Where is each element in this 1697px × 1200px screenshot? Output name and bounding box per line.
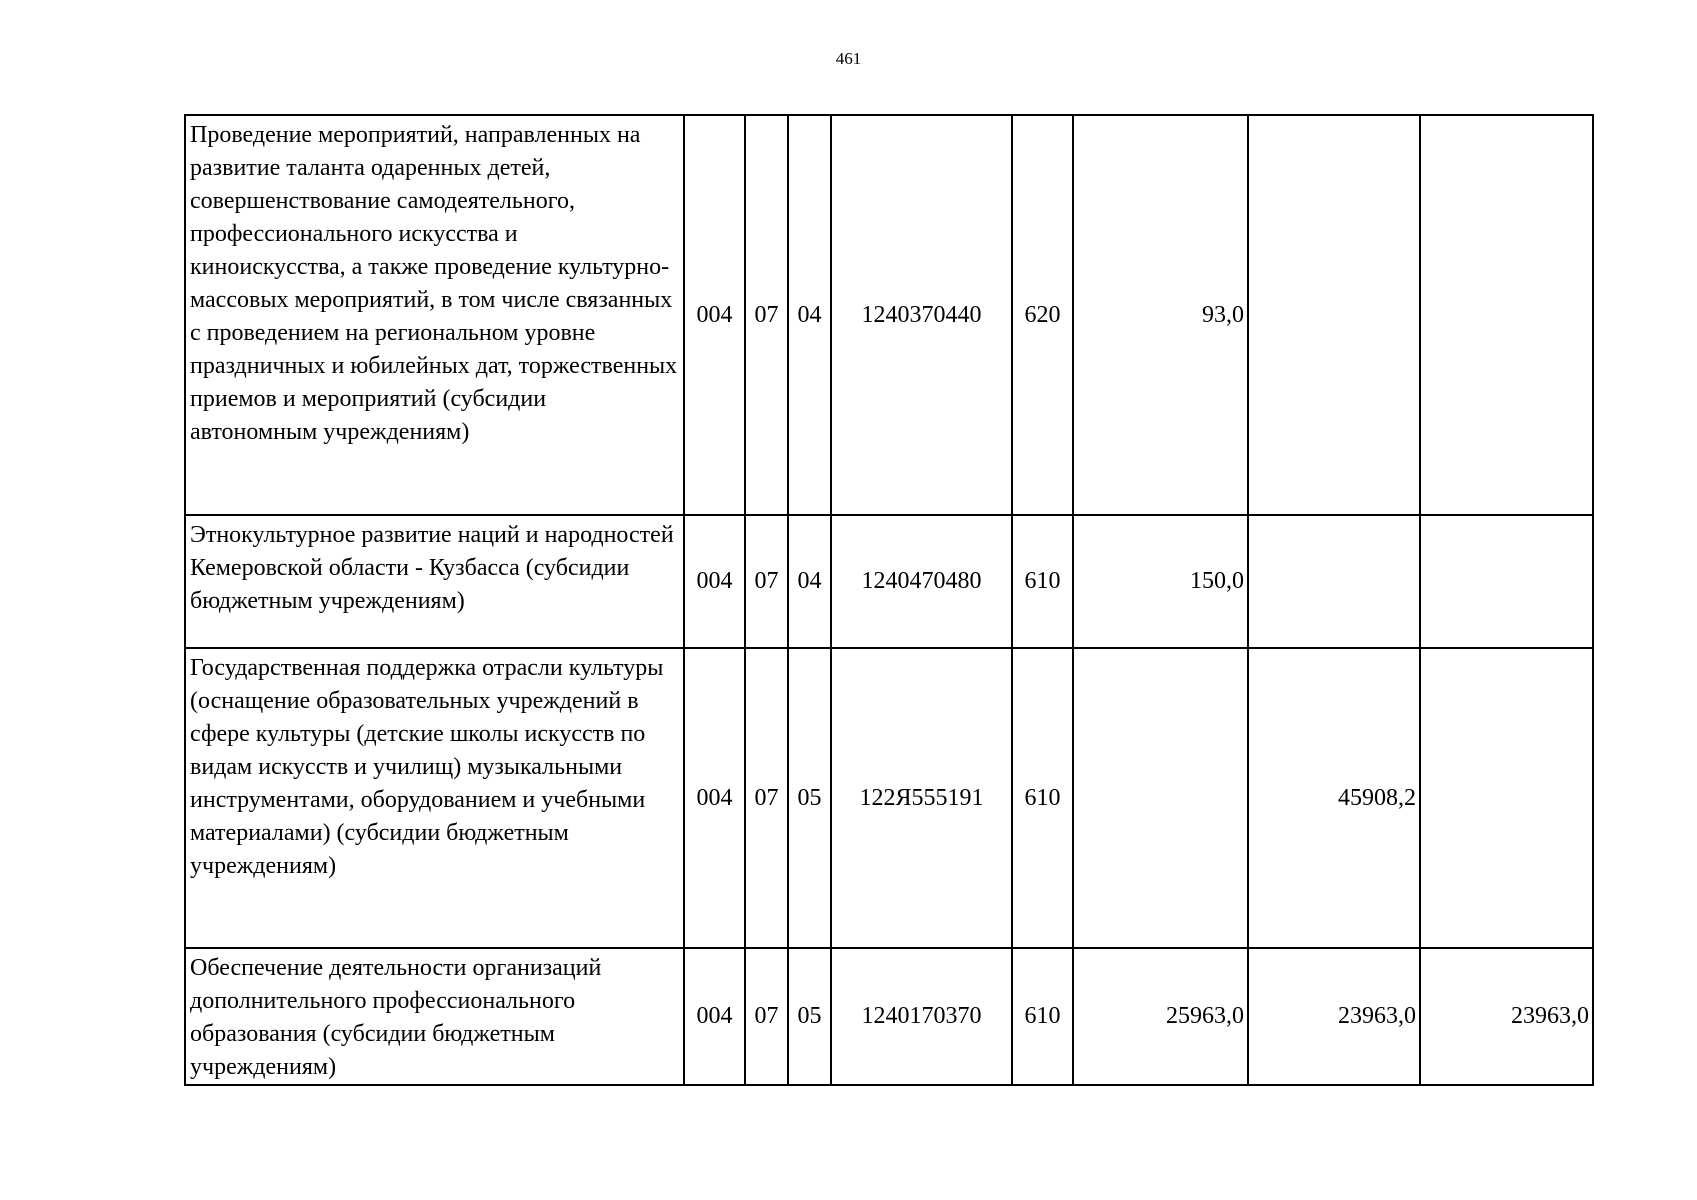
subsection-code: 05 (788, 948, 831, 1085)
amount-1: 150,0 (1073, 515, 1248, 648)
ministry-code: 004 (684, 948, 745, 1085)
target-article-code: 1240370440 (831, 115, 1012, 515)
subsection-code: 04 (788, 115, 831, 515)
ministry-code: 004 (684, 115, 745, 515)
amount-2: 23963,0 (1248, 948, 1420, 1085)
row-description: Этнокультурное развитие наций и народностей Кемеровской области - Кузбасса (субсидии бюджетным учреждениям) (185, 515, 684, 648)
target-article-code: 122Я555191 (831, 648, 1012, 948)
target-article-code: 1240470480 (831, 515, 1012, 648)
amount-3: 23963,0 (1420, 948, 1593, 1085)
ministry-code: 004 (684, 515, 745, 648)
expense-type-code: 620 (1012, 115, 1073, 515)
amount-3 (1420, 515, 1593, 648)
page-number: 461 (835, 49, 862, 68)
row-description: Государственная поддержка отрасли культуры (оснащение образовательных учреждений в сфере культуры (детские школы искусств по видам искусств и училищ) музыкальными инструментами, оборудованием и учебными материалами) (субсидии бюджетным учреждениям) (185, 648, 684, 948)
amount-3 (1420, 648, 1593, 948)
amount-1: 25963,0 (1073, 948, 1248, 1085)
amount-1: 93,0 (1073, 115, 1248, 515)
amount-2 (1248, 515, 1420, 648)
table-row (185, 515, 1593, 648)
amount-2 (1248, 115, 1420, 515)
expense-type-code: 610 (1012, 648, 1073, 948)
expense-type-code: 610 (1012, 948, 1073, 1085)
ministry-code: 004 (684, 648, 745, 948)
table-row (185, 115, 1593, 515)
subsection-code: 04 (788, 515, 831, 648)
amount-3 (1420, 115, 1593, 515)
section-code: 07 (745, 115, 788, 515)
amount-1 (1073, 648, 1248, 948)
table-row (185, 648, 1593, 948)
table-row (185, 948, 1593, 1085)
row-description: Обеспечение деятельности организаций дополнительного профессионального образования (субсидии бюджетным учреждениям) (185, 948, 684, 1085)
section-code: 07 (745, 948, 788, 1085)
expense-type-code: 610 (1012, 515, 1073, 648)
amount-2: 45908,2 (1248, 648, 1420, 948)
row-description: Проведение мероприятий, направленных на развитие таланта одаренных детей, совершенствование самодеятельного, профессионального искусства и киноискусства, а также проведение культурно-массовых мероприятий, в том числе связанных с проведением на региональном уровне праздничных и юбилейных дат, торжественных приемов и мероприятий (субсидии автономным учреждениям) (185, 115, 684, 515)
budget-table (184, 114, 1594, 1086)
section-code: 07 (745, 515, 788, 648)
subsection-code: 05 (788, 648, 831, 948)
section-code: 07 (745, 648, 788, 948)
target-article-code: 1240170370 (831, 948, 1012, 1085)
